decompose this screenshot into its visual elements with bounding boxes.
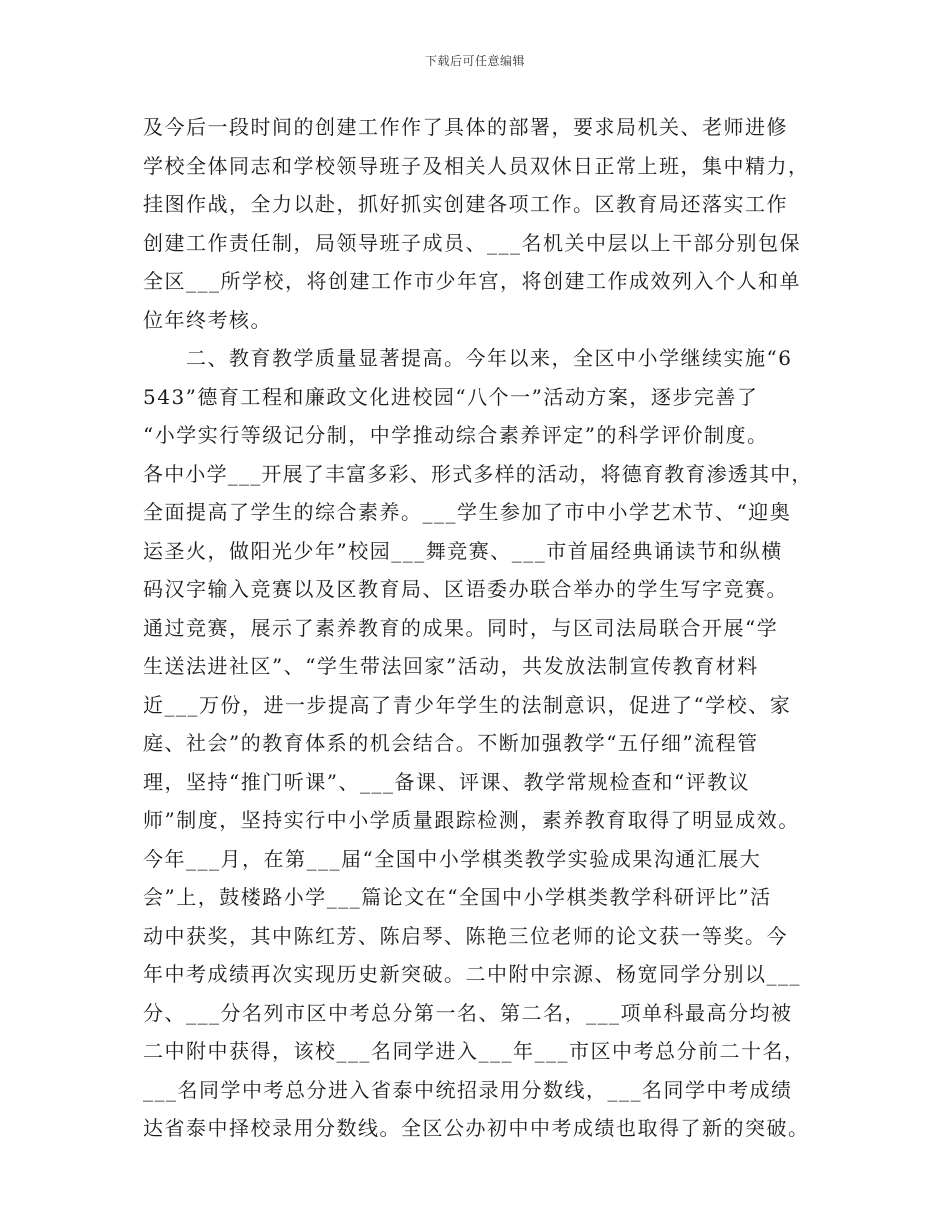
text-line: 二中附中获得，该校___名同学进入___年___市区中考总分前二十名，: [143, 1039, 806, 1063]
text-line: 创建工作责任制，局领导班子成员、___名机关中层以上干部分别包保: [143, 230, 801, 255]
text-line: “小学实行等级记分制，中学推动综合素养评定”的科学评价制度。: [143, 423, 769, 447]
text-line: 达省泰中择校录用分数线。全区公办初中中考成绩也取得了新的突破。: [143, 1116, 810, 1140]
text-line: 动中获奖，其中陈红芳、陈启琴、陈艳三位老师的论文获一等奖。今: [143, 923, 788, 948]
text-line: 及今后一段时间的创建工作作了具体的部署，要求局机关、老师进修: [143, 115, 788, 139]
text-line: 今年___月，在第___届“全国中小学棋类教学实验成果沟通汇展大: [143, 846, 762, 871]
text-line: 全区___所学校，将创建工作市少年宫，将创建工作成效列入个人和单: [143, 269, 801, 293]
text-line: 年中考成绩再次实现历史新突破。二中附中宗源、杨宽同学分别以___: [143, 962, 801, 986]
page-header: 下载后可任意编辑: [424, 54, 525, 68]
text-line: 二、教育教学质量显著提高。今年以来，全区中小学继续实施“6: [143, 346, 793, 370]
text-line: 通过竞赛，展示了素养教育的成果。同时，与区司法局联合开展“学: [143, 615, 779, 640]
text-line: 全面提高了学生的综合素养。___学生参加了市中小学艺术节、“迎奥: [143, 500, 792, 524]
text-line: 近___万份，进一步提高了青少年学生的法制意识，促进了“学校、家: [143, 692, 792, 717]
text-line: 学校全体同志和学校领导班子及相关人员双休日正常上班，集中精力，: [143, 153, 810, 178]
text-line: 师”制度，坚持实行中小学质量跟踪检测，素养教育取得了明显成效。: [143, 808, 800, 832]
text-line: 543”德育工程和廉政文化进校园“八个一”活动方案，逐步完善了: [143, 384, 759, 409]
document-body: [143, 108, 815, 1148]
text-line: 位年终考核。: [143, 307, 272, 332]
text-line: 码汉字输入竞赛以及区教育局、区语委办联合举办的学生写字竞赛。: [143, 577, 788, 601]
text-line: 运圣火，做阳光少年”校园___舞竞赛、___市首届经典诵读节和纵横: [143, 538, 783, 563]
text-line: 理，坚持“推门听课”、___备课、评课、教学常规检查和“评教议: [143, 769, 751, 794]
text-line: 分、___分名列市区中考总分第一名、第二名，___项单科最高分均被: [143, 1000, 793, 1025]
text-line: ___名同学中考总分进入省泰中统招录用分数线，___名同学中考成绩: [143, 1077, 793, 1102]
text-line: 庭、社会”的教育体系的机会结合。不断加强教学“五仔细”流程管: [143, 731, 759, 755]
text-line: 生送法进社区”、“学生带法回家”活动，共发放法制宣传教育材料: [143, 654, 759, 678]
text-line: 会”上，鼓楼路小学___篇论文在“全国中小学棋类教学科研评比”活: [143, 885, 772, 909]
text-line: 各中小学___开展了丰富多彩、形式多样的活动，将德育教育渗透其中，: [143, 461, 813, 486]
text-line: 挂图作战，全力以赴，抓好抓实创建各项工作。区教育局还落实工作: [143, 192, 788, 216]
